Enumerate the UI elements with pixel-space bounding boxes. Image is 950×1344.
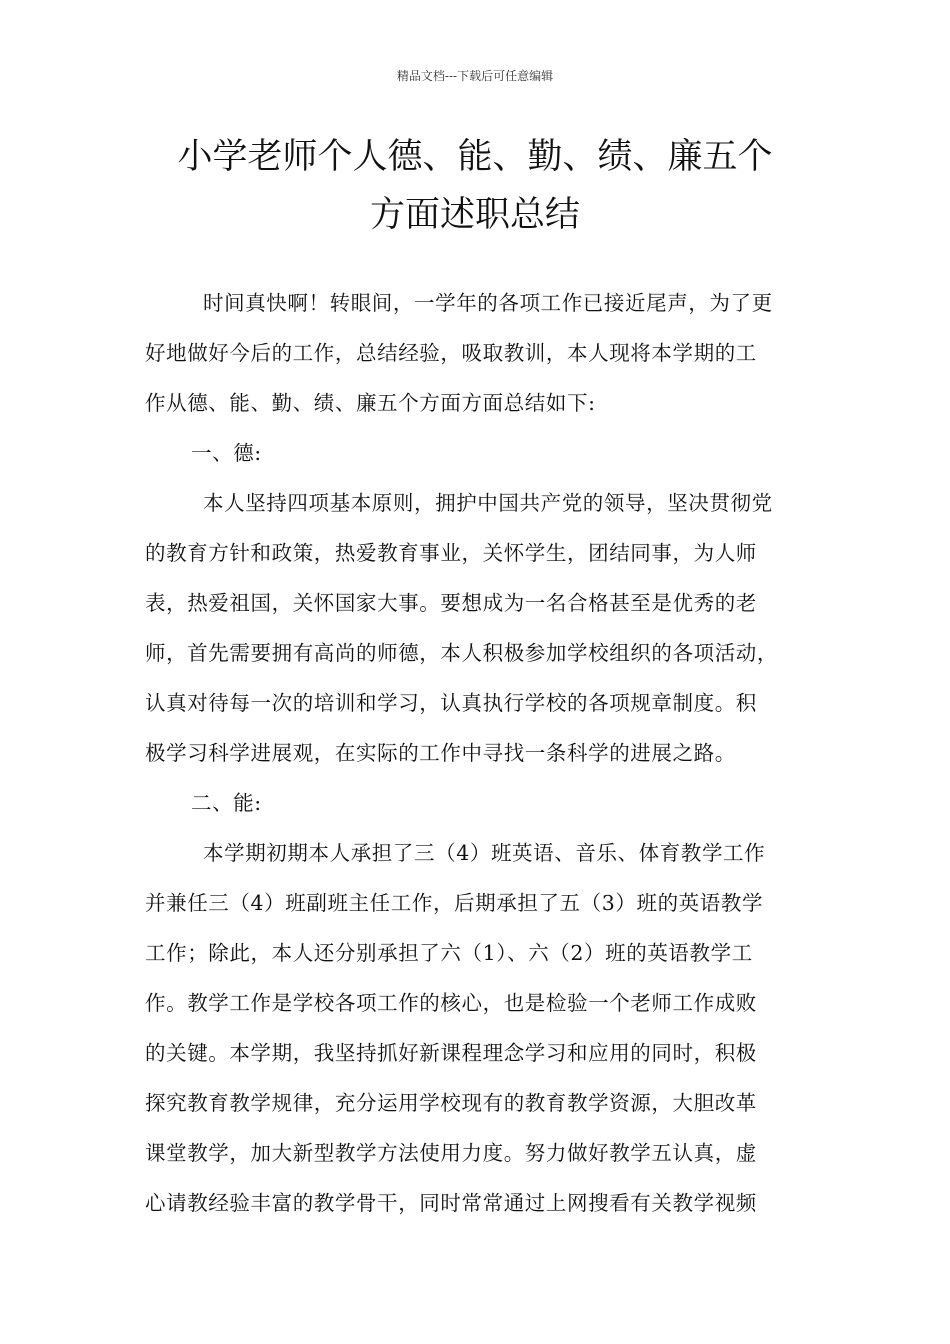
body-line: 工作；除此，本人还分别承担了六（1）、六（2）班的英语教学工	[145, 941, 753, 965]
body-line: 作。教学工作是学校各项工作的核心，也是检验一个老师工作成败	[145, 991, 757, 1015]
title-line-2: 方面述职总结	[369, 195, 580, 235]
body-line: 心请教经验丰富的教学骨干，同时常常通过上网搜看有关教学视频	[145, 1191, 757, 1215]
title-line-1: 小学老师个人德、能、勤、绩、廉五个	[177, 137, 773, 177]
body-line: 本学期初期本人承担了三（4）班英语、音乐、体育教学工作	[203, 841, 766, 865]
body-line: 认真对待每一次的培训和学习，认真执行学校的各项规章制度。积	[145, 691, 757, 715]
body-line: 的教育方针和政策，热爱教育事业，关怀学生，团结同事，为人师	[145, 541, 757, 565]
document-title	[120, 128, 830, 244]
section-heading: 二、能:	[191, 791, 262, 815]
body-line: 表，热爱祖国，关怀国家大事。要想成为一名合格甚至是优秀的老	[145, 591, 757, 615]
body-line: 探究教育教学规律，充分运用学校现有的教育教学资源，大胆改革	[145, 1091, 757, 1115]
body-line: 并兼任三（4）班副班主任工作，后期承担了五（3）班的英语教学	[145, 891, 764, 915]
body-line: 作从德、能、勤、绩、廉五个方面方面总结如下:	[145, 391, 596, 415]
body-line: 时间真快啊！转眼间，一学年的各项工作已接近尾声，为了更	[203, 291, 773, 315]
body-line: 极学习科学进展观，在实际的工作中寻找一条科学的进展之路。	[145, 741, 736, 765]
body-line: 师，首先需要拥有高尚的师德，本人积极参加学校组织的各项活动，	[145, 641, 778, 665]
body-line: 课堂教学，加大新型教学方法使用力度。努力做好教学五认真，虚	[145, 1141, 757, 1165]
section-heading: 一、德:	[191, 441, 262, 465]
body-line: 的关键。本学期，我坚持抓好新课程理念学习和应用的同时，积极	[145, 1041, 757, 1065]
header-note: 精品文档---下载后可任意编辑	[396, 69, 554, 83]
body-line: 本人坚持四项基本原则，拥护中国共产党的领导，坚决贯彻党	[203, 491, 773, 515]
body-line: 好地做好今后的工作，总结经验，吸取教训，本人现将本学期的工	[145, 341, 757, 365]
